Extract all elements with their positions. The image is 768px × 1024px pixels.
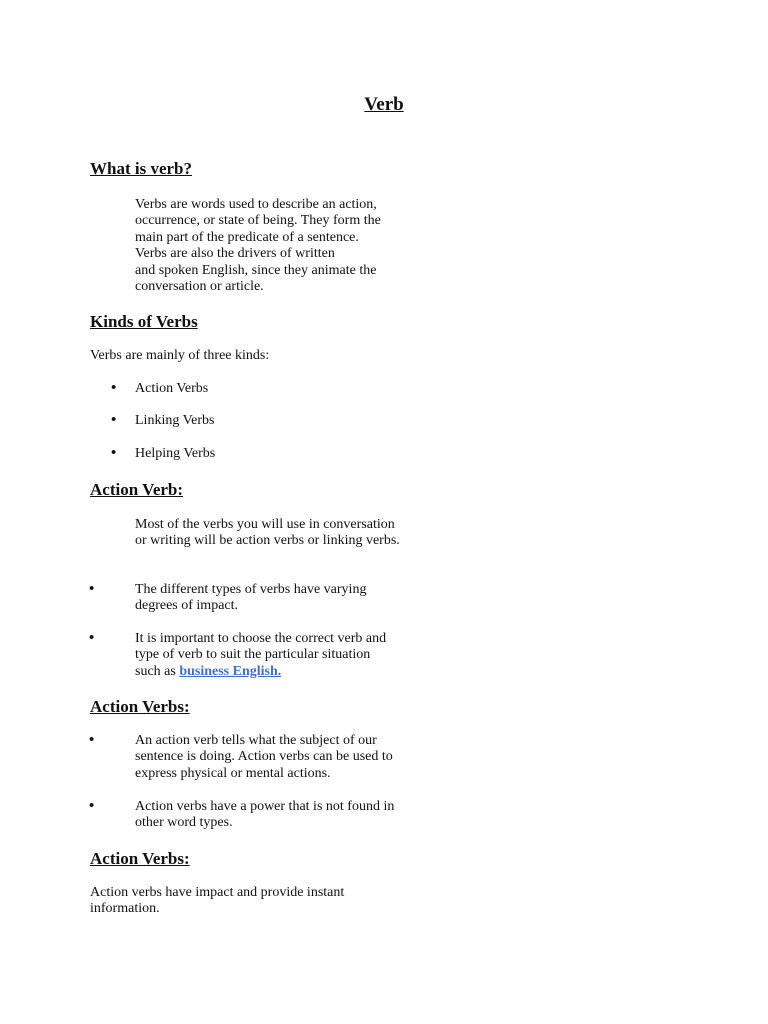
bullet-icon: • bbox=[111, 445, 117, 461]
paragraph-line: and spoken English, since they animate the bbox=[135, 262, 377, 278]
list-item-line: An action verb tells what the subject of our bbox=[135, 733, 377, 748]
list-item: Helping Verbs bbox=[135, 446, 216, 461]
bullet-icon: • bbox=[89, 732, 95, 748]
paragraph-line: information. bbox=[90, 901, 160, 917]
paragraph-line: Verbs are words used to describe an action, bbox=[135, 197, 377, 212]
list-item-line: Action verbs have a power that is not found in bbox=[135, 799, 395, 814]
list-item: Action Verbs bbox=[135, 381, 209, 396]
bullet-icon: • bbox=[89, 581, 95, 597]
list-item-line: type of verb to suit the particular situation bbox=[135, 647, 371, 663]
list-item-line: express physical or mental actions. bbox=[135, 765, 331, 781]
page-title: Verb bbox=[364, 94, 404, 115]
list-item-line: degrees of impact. bbox=[135, 598, 239, 614]
heading-what-is-verb: What is verb? bbox=[90, 159, 192, 178]
paragraph-line: main part of the predicate of a sentence. bbox=[135, 229, 359, 245]
paragraph-line: occurrence, or state of being. They form the bbox=[135, 213, 381, 229]
business-english-link[interactable]: business English. bbox=[179, 663, 282, 679]
list-item-line: other word types. bbox=[135, 815, 233, 831]
heading-kinds-of-verbs: Kinds of Verbs bbox=[90, 312, 198, 331]
list-item-line bbox=[135, 664, 281, 680]
paragraph-line: conversation or article. bbox=[135, 279, 264, 294]
paragraph-line: Verbs are also the drivers of written bbox=[135, 246, 335, 262]
bullet-icon: • bbox=[111, 380, 117, 396]
heading-action-verbs: Action Verbs: bbox=[90, 849, 190, 868]
paragraph-line: Action verbs have impact and provide instant bbox=[90, 885, 345, 900]
bullet-icon: • bbox=[89, 798, 95, 814]
list-item: Linking Verbs bbox=[135, 413, 215, 428]
heading-action-verbs: Action Verbs: bbox=[90, 697, 190, 716]
kinds-intro: Verbs are mainly of three kinds: bbox=[90, 348, 270, 363]
bullet-icon: • bbox=[111, 412, 117, 428]
list-item-line: sentence is doing. Action verbs can be used to bbox=[135, 749, 393, 765]
paragraph-line: Most of the verbs you will use in conversation bbox=[135, 517, 395, 532]
paragraph-line: or writing will be action verbs or linking verbs. bbox=[135, 533, 400, 549]
heading-action-verb: Action Verb: bbox=[90, 480, 184, 499]
list-item-text: such as bbox=[135, 663, 180, 679]
list-item-line: It is important to choose the correct verb and bbox=[135, 631, 387, 646]
bullet-icon: • bbox=[89, 630, 95, 646]
list-item-line: The different types of verbs have varying bbox=[135, 582, 367, 597]
